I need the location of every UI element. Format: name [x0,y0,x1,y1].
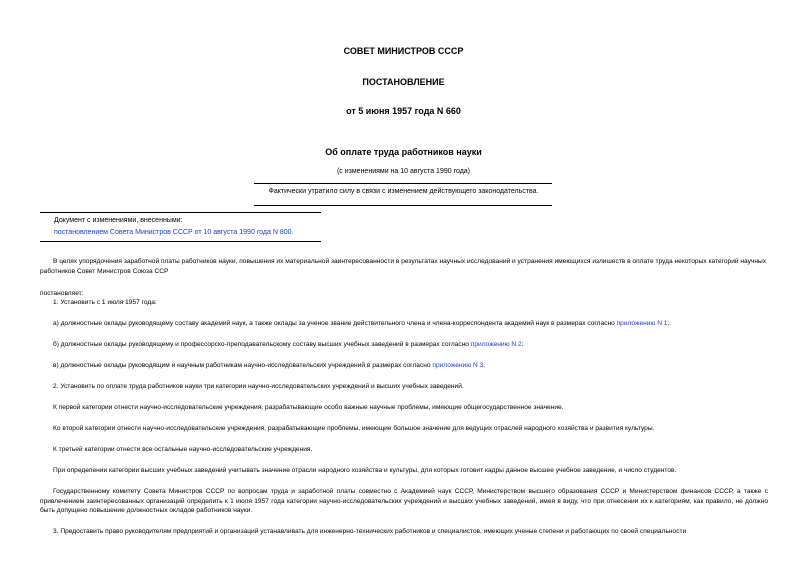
appendix-1-link[interactable]: приложению N 1 [616,320,668,327]
changes-divider-top [40,212,321,213]
appendix-2-link[interactable]: приложению N 2 [470,341,522,348]
appendix-3-link[interactable]: приложению N 3 [432,362,484,369]
paragraph-1a-end: ; [667,320,670,327]
preamble: В целях упорядочения заработной платы работников науки, повышения их материальной заинтересованности в результатах научных исследований и устранения имеющихся излишеств в оплате труда некоторых категорий научных работников Совет Министров Союза ССР [40,258,767,275]
paragraph-3: 3. Предоставить право руководителям предприятий и организаций устанавливать для инженерно-технических работников и специалистов, имеющих ученые степени и работающих по своей специальности [53,528,687,535]
org-name: СОВЕТ МИНИСТРОВ СССР [343,46,464,56]
decides: постановляет: [40,290,84,297]
paragraph-2-committee: Государственному комитету Совета Министров СССР по вопросам труда и заработной платы совместно с Академией наук СССР, Министерством высшего образования СССР и Министерством финансов СССР, а также с привлечением заинтересованных организаций определить к 1 июля 1957 года категории научно-исследовательских учреждений и высших учебных заведений, имея в виду, что при отнесении их к категориям, как правило, не должно быть допущено повышение должностных окладов работников науки. [40,488,768,514]
status-divider-bottom [254,205,552,206]
status-note: Фактически утратило силу в связи с изменением действующего законодательства. [268,188,539,195]
paragraph-1c-text: в) должностные оклады руководящим и научным работникам научно-исследовательских учреждений в размерах согласно [53,362,433,369]
paragraph-1c-end: . [483,362,486,369]
paragraph-2-category-3: К третьей категории отнести все остальные научно-исследовательские учреждения. [53,446,313,453]
changes-divider-bottom [40,241,321,242]
amendments-note: (с изменениями на 10 августа 1990 года) [336,168,471,175]
changes-link[interactable]: постановлением Совета Министров СССР от 10 августа 1990 года N 800. [54,229,294,236]
doc-title: Об оплате труда работников науки [325,147,482,157]
paragraph-1b [40,340,768,350]
paragraph-1b-end: ; [521,341,524,348]
paragraph-1a [40,319,768,329]
paragraph-1: 1. Установить с 1 июля 1957 года: [53,299,157,306]
doc-type: ПОСТАНОВЛЕНИЕ [362,77,445,87]
changes-header: Документ с изменениями, внесенными: [54,217,183,224]
paragraph-2-higher-schools: При определении категории высших учебных заведений учитывать значение отрасли народного хозяйства и культуры, для которых готовит кадры данное высшее учебное заведение, и число студентов. [53,467,677,474]
status-divider-top [254,183,552,184]
paragraph-1a-text: а) должностные оклады руководящему составу академий наук, а также оклады за ученое звание действительного члена и члена-корреспондента академий наук в размерах согласно [53,320,617,327]
paragraph-1c [40,361,768,371]
doc-date-number: от 5 июня 1957 года N 660 [346,106,461,116]
paragraph-1b-text: б) должностные оклады руководящему и профессорско-преподавательскому составу высших учебных заведений в размерах согласно [53,341,471,348]
paragraph-2: 2. Установить по оплате труда работников науки три категории научно-исследовательских учреждений и высших учебных заведений. [53,383,464,390]
paragraph-2-category-1: К первой категории отнести научно-исследовательские учреждения, разрабатывающие особо важные научные проблемы, имеющие общегосударственное значение. [53,404,564,411]
paragraph-2-category-2: Ко второй категории отнести научно-исследовательские учреждения, разрабатывающие проблемы, имеющие большое значение для ведущих отраслей народного хозяйства и развития культуры. [53,425,655,432]
